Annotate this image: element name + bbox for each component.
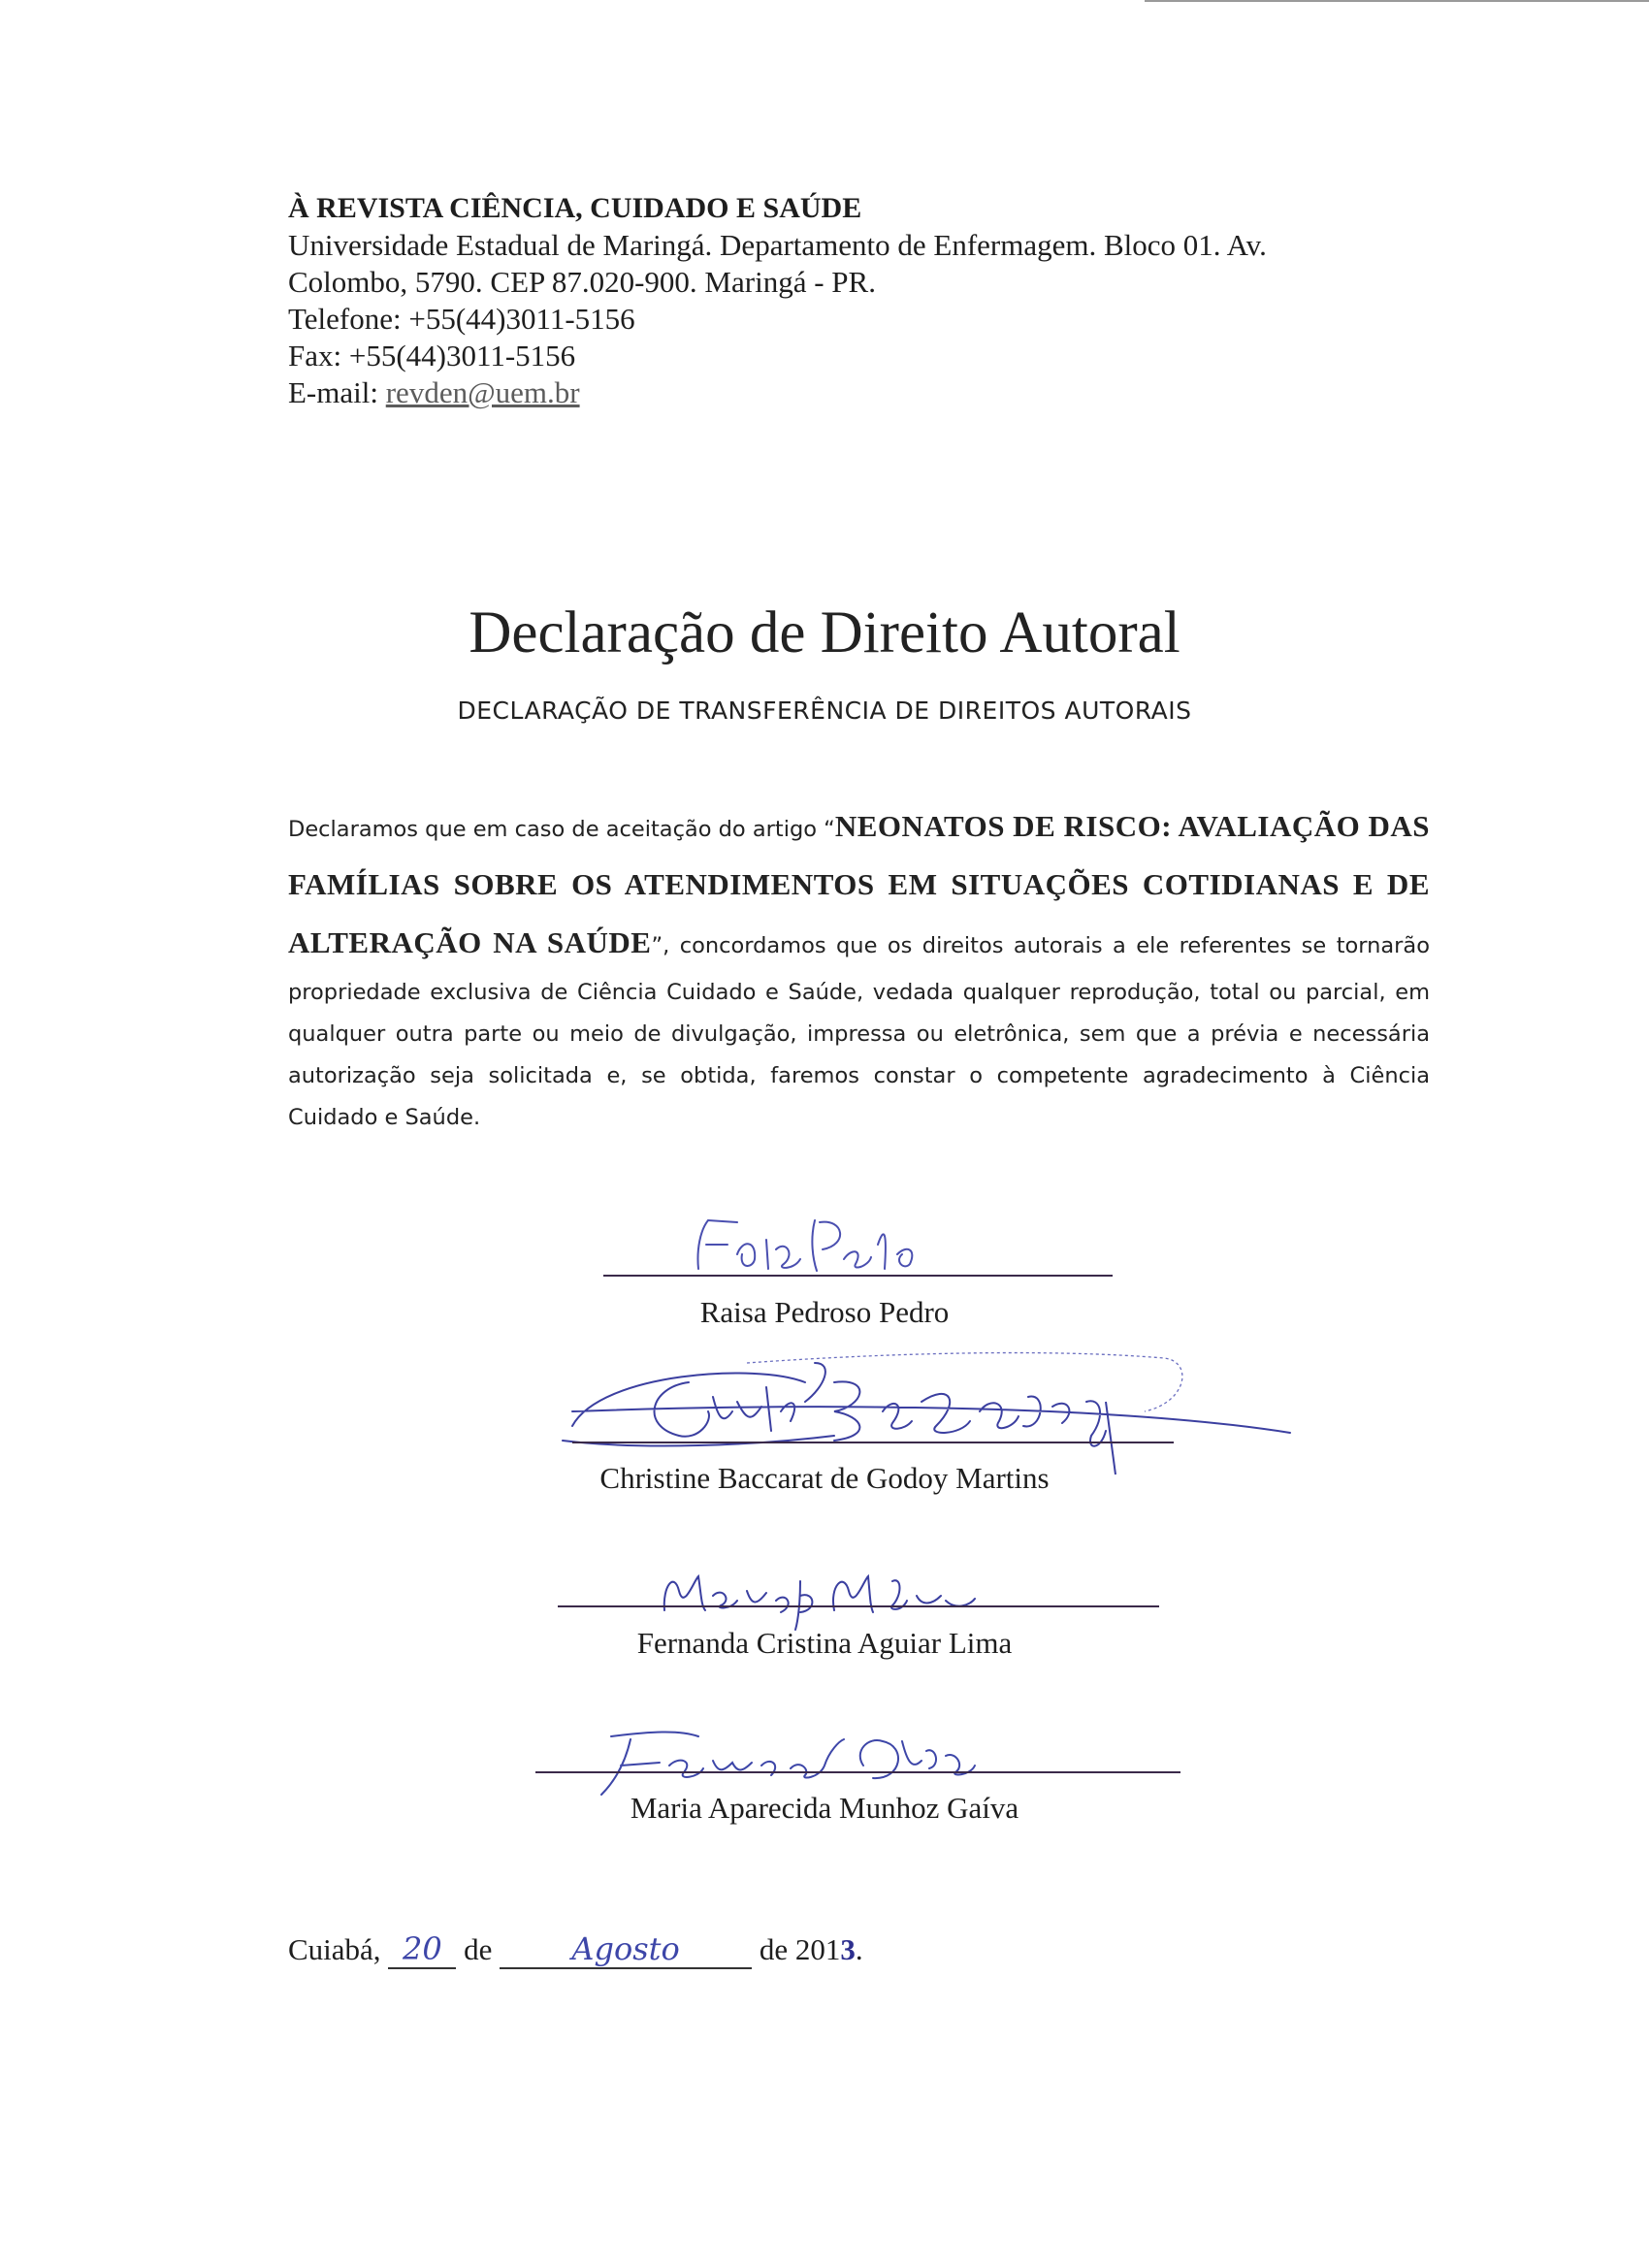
- day-field: [388, 1930, 456, 1969]
- year-prefix: de 201: [759, 1932, 841, 1966]
- signature-line-4: [535, 1771, 1180, 1773]
- declaration-closing: ”, concordamos que os direitos autorais a ele referentes se tornarão propriedade exclusiva de Ciência Cuidado e Saúde, vedada qualquer reprodução, total ou parcial, em qualquer outra parte ou meio de divulgação, impressa ou eletrônica, sem que a prévia e necessária autorização seja solicitada e, se obtida, faremos constar o competente agradecimento à Ciência Cuidado e Saúde.: [288, 933, 1430, 1130]
- signatory-name-4: Maria Aparecida Munhoz Gaíva: [630, 1791, 1019, 1825]
- email-label: E-mail:: [288, 375, 386, 409]
- phone: Telefone: +55(44)3011-5156: [288, 302, 635, 336]
- signature-line-1: [603, 1275, 1113, 1277]
- signatory-name-1: Raisa Pedroso Pedro: [699, 1295, 950, 1329]
- de-1: de: [464, 1932, 493, 1966]
- date-line: [288, 1930, 863, 1969]
- date-period: .: [855, 1932, 863, 1966]
- document-title: Declaração de Direito Autoral: [469, 600, 1180, 665]
- email-line: [288, 374, 1374, 411]
- year-last-digit: 3: [840, 1932, 856, 1966]
- month-value: Agosto: [571, 1930, 680, 1967]
- declaration-paragraph: [288, 797, 1430, 1139]
- month-field: [500, 1930, 752, 1969]
- address-line-1: Universidade Estadual de Maringá. Departamento de Enfermagem. Bloco 01. Av.: [288, 228, 1267, 262]
- city: Cuiabá,: [288, 1932, 381, 1966]
- signatory-name-3: Fernanda Cristina Aguiar Lima: [636, 1626, 1013, 1660]
- address-line-2: Colombo, 5790. CEP 87.020-900. Maringá - PR.: [288, 265, 876, 299]
- declaration-intro: Declaramos que em caso de aceitação do artigo “: [288, 817, 835, 842]
- recipient-header: [288, 190, 1374, 411]
- fax: Fax: +55(44)3011-5156: [288, 339, 576, 373]
- signature-2-graphic: [543, 1344, 1300, 1474]
- signature-line-2: [572, 1442, 1174, 1443]
- recipient-title: À REVISTA CIÊNCIA, CUIDADO E SAÚDE: [288, 192, 862, 224]
- signature-3-graphic: [655, 1552, 985, 1635]
- signatory-name-2: Christine Baccarat de Godoy Martins: [599, 1461, 1050, 1495]
- email-link[interactable]: revden@uem.br: [385, 375, 580, 409]
- document-subtitle: DECLARAÇÃO DE TRANSFERÊNCIA DE DIREITOS AUTORAIS: [457, 697, 1192, 725]
- day-value: 20: [402, 1930, 442, 1967]
- article-title: NEONATOS DE RISCO: AVALIAÇÃO DAS FAMÍLIAS SOBRE OS ATENDIMENTOS EM SITUAÇÕES COTIDIANAS E DE ALTERAÇÃO NA SAÚDE: [288, 809, 1431, 959]
- scan-edge: [1145, 0, 1649, 2]
- signature-line-3: [558, 1605, 1159, 1607]
